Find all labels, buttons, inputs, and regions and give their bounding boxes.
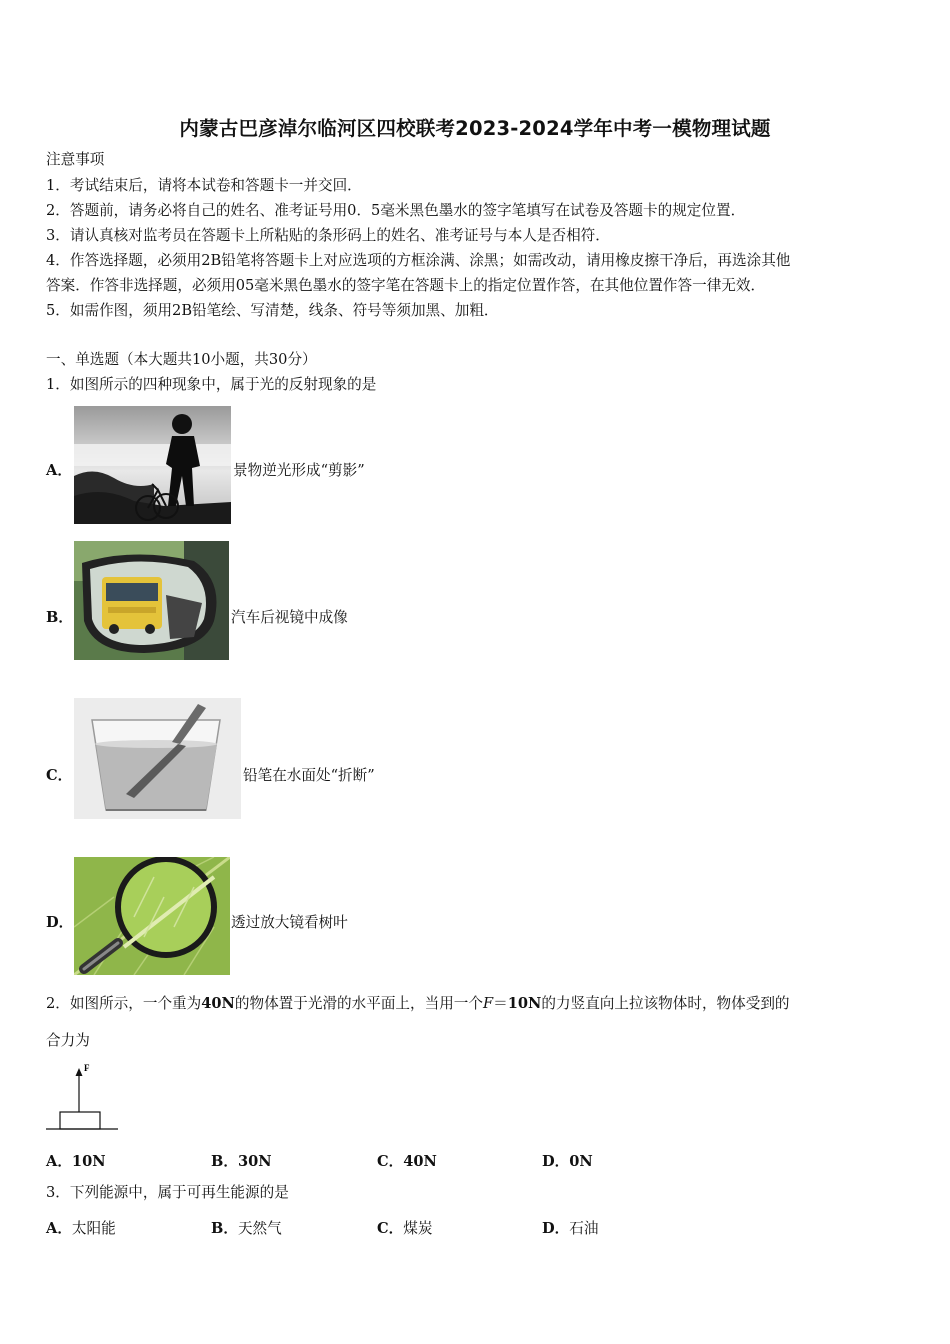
q1-option-c-label: C． [46,767,73,784]
q1-option-b-label: B． [46,609,73,626]
notice-item-2: 2．答题前，请务必将自己的姓名、准考证号用0．5毫米黑色墨水的签字笔填写在试卷及答题卡的规定位置． [46,202,746,219]
force-diagram [44,1060,120,1132]
notice-item-4: 4．作答选择题，必须用2B铅笔将答题卡上对应选项的方框涂满、涂黑；如需改动，请用橡皮擦干净后，再选涂其他 [46,252,791,269]
q2-choice-d: D．0N [542,1153,593,1170]
page-title: 内蒙古巴彦淖尔临河区四校联考2023-2024学年中考一模物理试题 [179,117,771,140]
q2-choice-c: C．40N [377,1153,437,1170]
q2-choice-b: B．30N [211,1153,272,1170]
notice-item-4-cont: 答案．作答非选择题，必须用05毫米黑色墨水的签字笔在答题卡上的指定位置作答，在其他位置作答一律无效． [46,277,766,294]
q2-choice-a: A．10N [46,1153,106,1170]
q3-choice-a: A．太阳能 [46,1220,116,1237]
notice-heading: 注意事项 [46,151,105,168]
notice-item-5: 5．如需作图，须用2B铅笔绘、写清楚，线条、符号等须加黑、加粗． [46,302,499,319]
q1-option-a-label: A． [46,462,72,479]
silhouette-photo-icon [74,406,231,524]
magnifier-leaf-photo-icon [74,857,230,975]
q3-choice-d: D．石油 [542,1220,599,1237]
notice-item-3: 3．请认真核对监考员在答题卡上所粘贴的条形码上的姓名、准考证号与本人是否相符． [46,227,610,244]
q1-option-d-text: 透过放大镜看树叶 [231,914,348,931]
notice-item-1: 1．考试结束后，请将本试卷和答题卡一并交回． [46,177,362,194]
q3-choice-c: C．煤炭 [377,1220,433,1237]
section-heading: 一、单选题（本大题共10小题，共30分） [46,351,317,368]
q1-option-d-label: D． [46,914,74,931]
q1-option-c-text: 铅笔在水面处“折断” [243,767,375,784]
q3-stem: 3．下列能源中，属于可再生能源的是 [46,1184,289,1201]
glass-pencil-photo-icon [74,698,241,819]
q1-option-b-text: 汽车后视镜中成像 [231,609,348,626]
q2-stem-line1: 2．如图所示，一个重为40N的物体置于光滑的水平面上，当用一个F＝10N的力竖直向上拉该物体时，物体受到的 [46,995,790,1012]
mirror-photo-icon [74,541,229,660]
q3-choice-b: B．天然气 [211,1220,282,1237]
q1-stem: 1．如图所示的四种现象中，属于光的反射现象的是 [46,376,377,393]
force-label: F [84,1063,90,1073]
q1-option-a-text: 景物逆光形成“剪影” [233,462,365,479]
q2-stem-line2: 合力为 [46,1032,90,1049]
